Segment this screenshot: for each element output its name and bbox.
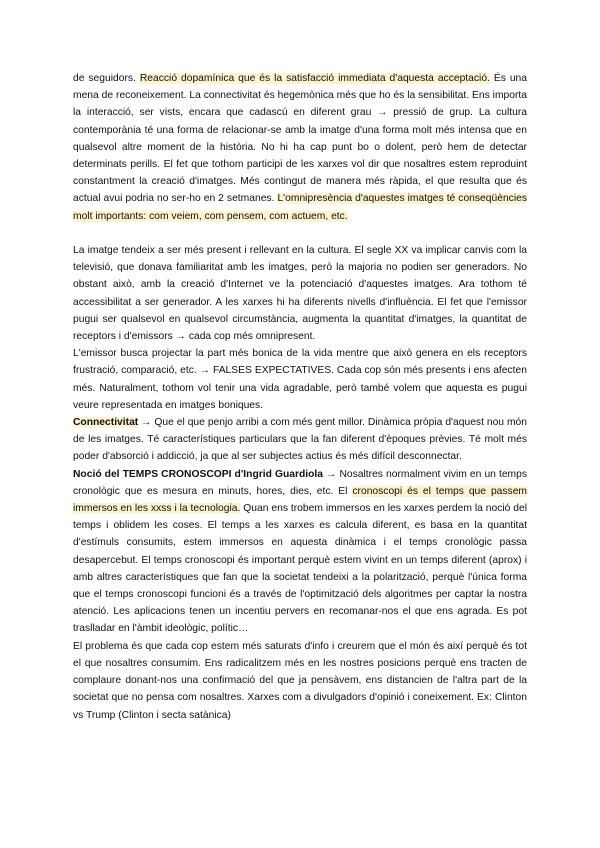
paragraph-reaction <box>73 70 527 225</box>
text-body: És una mena de reconeixement. La connectivitat és hegemònica més que ho és la sensibilitat. Ens importa la interacció, ser vists, encara que cadascú en diferent grau → pressió de grup. La cultura contemporània té una forma de relacionar-se amb la imatge d'una forma molt més intensa que en qualsevol altre moment de la història. No hi ha cap punt bo o dolent, però hem de detectar determinats perills. El fet que tothom participi de les xarxes vol dir que nosaltres estem reproduint constantment la creació d'imatges. Més contingut de manera més ràpida, el que resulta que és actual avui podria no ser-ho en 2 setmanes. <box>73 73 528 205</box>
paragraph-gap <box>73 225 527 242</box>
term-connectivitat: Connectivitat <box>73 417 139 429</box>
paragraph-problem: El problema és que cada cop estem més saturats d'info i creurem que el món és així perquè és tot el que nosaltres consumim. Ens radicalitzem més en les nostres posicions perquè ens tracten de complaure donant-nos una confirmació del que ja pensàvem, ens distancien de l'altra part de la societat que no pensa com nosaltres. Xarxes com a divulgadors d'opinió i coneixement. Ex: Clinton vs Trump (Clinton i secta satànica) <box>73 640 527 721</box>
highlight-cronoscopi: cronoscopi és el temps que passem immersos en les xxss i la tecnologia. <box>73 485 527 515</box>
term-temps-cronoscopi: Noció del TEMPS CRONOSCOPI d'Ingrid Guardiola <box>73 468 324 480</box>
highlight-dopamine: Reacció dopamínica que és la satisfacció immediata d'aquesta acceptació. <box>139 73 490 84</box>
paragraph-image-culture: La imatge tendeix a ser més present i rellevant en la cultura. El segle XX va implicar canvis com la televisió, que donava familiaritat amb les imatges, però la majoria no podien ser generadors. No obstant això, amb la creació d'Internet ve la potenciació d'aquestes imatges. Ara tothom té accessibilitat a ser generador. A les xarxes hi ha diferents nivells d'influència. El fet que l'emissor pugui ser qualsevol en qualsevol circumstància, augmenta la quantitat d'imatges, la quantitat de receptors i d'emissors → cada cop més omnipresent. <box>73 245 527 343</box>
text-body: → Que el que penjo arribi a com més gent millor. Dinàmica pròpia d'aquest nou món de les imatges. Té característiques particulars que la fan diferent d'èpoques prèvies. Té molt més poder d'absorció i addicció, ja que al ser subjectes actius és més difícil desconnectar. <box>73 417 527 463</box>
text-lead: de seguidors. <box>73 73 140 84</box>
text-body: → Nosaltres normalment vivim en un temps cronològic que es mesura en minuts, hores, dies, etc. El <box>73 468 527 497</box>
highlight-omnipresence: L'omnipresència d'aquestes imatges té conseqüències molt importants: com veiem, com pensem, com actuem, etc. <box>73 193 527 222</box>
text-body: Quan ens trobem immersos en les xarxes perdem la noció del temps i oblidem les coses. El temps a les xarxes es calcula diferent, es basa en la quantitat d'estímuls consumits, estem immersos en aquesta dinàmica i el temps cronològic passa desapercebut. El temps cronoscopi és important perquè estem vivint en un temps diferent (aprox) i amb altres característiques que fan que la societat tendeixi a la polarització, perquè l'única forma que el temps cronoscopi funcioni és a través de l'optimització dels algoritmes per captar la nostra atenció. Les aplicacions tenen un incentiu pervers en recomanar-nos el que ens agrada. Es pot traslladar en l'àmbit ideològic, polític… <box>73 503 528 635</box>
paragraph-cronoscopi <box>73 466 527 638</box>
paragraph-connectivity <box>73 414 527 466</box>
paragraph-emitter: L'emissor busca projectar la part més bonica de la vida mentre que això genera en els receptors frustració, comparació, etc. → FALSES EXPECTATIVES. Cada cop són més presents i ens afecten més. Naturalment, tothom vol tenir una vida agradable, però també volem que aquesta es pugui veure representada en imatges boniques. <box>73 348 527 411</box>
